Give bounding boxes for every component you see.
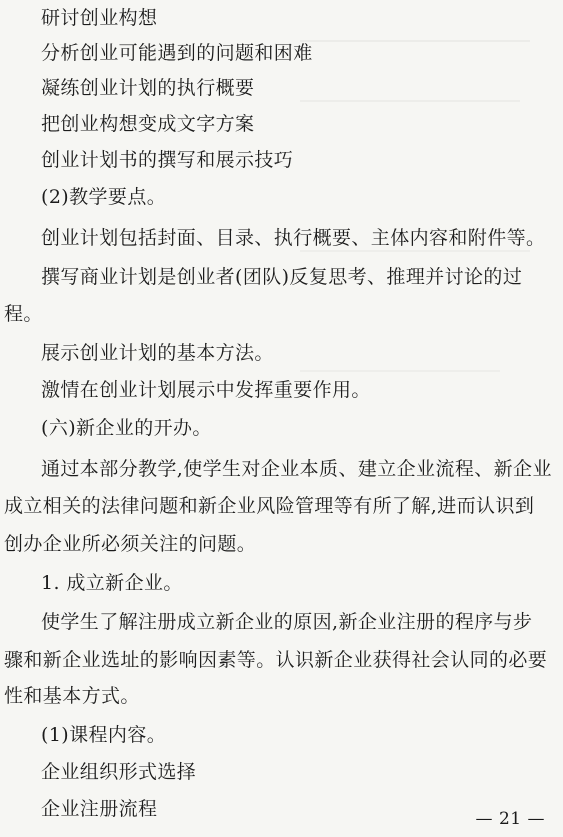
text-line: 创办企业所必须关注的问题。 xyxy=(4,533,257,555)
text-line: 把创业构想变成文字方案 xyxy=(41,113,255,135)
text-line: 研讨创业构想 xyxy=(41,7,158,29)
section-heading: (1)课程内容。 xyxy=(41,724,167,746)
page-number: — 21 — xyxy=(475,809,545,829)
section-heading: (2)教学要点。 xyxy=(41,186,167,208)
text-line: 分析创业可能遇到的问题和困难 xyxy=(41,42,313,64)
text-line: 骤和新企业选址的影响因素等。认识新企业获得社会认同的必要 xyxy=(4,649,548,671)
text-line: 激情在创业计划展示中发挥重要作用。 xyxy=(41,379,371,401)
text-line: 企业组织形式选择 xyxy=(41,761,197,783)
section-heading: 1. 成立新企业。 xyxy=(41,572,183,594)
text-line: 使学生了解注册成立新企业的原因,新企业注册的程序与步 xyxy=(41,611,533,633)
text-line: 企业注册流程 xyxy=(41,798,158,820)
text-line: 创业计划包括封面、目录、执行概要、主体内容和附件等。 xyxy=(41,227,546,249)
text-line: 程。 xyxy=(4,303,43,325)
section-heading: (六)新企业的开办。 xyxy=(41,417,212,439)
text-line: 展示创业计划的基本方法。 xyxy=(41,342,274,364)
text-line: 通过本部分教学,使学生对企业本质、建立企业流程、新企业 xyxy=(41,458,552,480)
text-line: 撰写商业计划是创业者(团队)反复思考、推理并讨论的过 xyxy=(41,266,523,288)
text-line: 凝练创业计划的执行概要 xyxy=(41,77,255,99)
text-line: 性和基本方式。 xyxy=(4,685,140,707)
text-line: 成立相关的法律问题和新企业风险管理等有所了解,进而认识到 xyxy=(4,495,535,517)
text-line: 创业计划书的撰写和展示技巧 xyxy=(41,149,294,171)
